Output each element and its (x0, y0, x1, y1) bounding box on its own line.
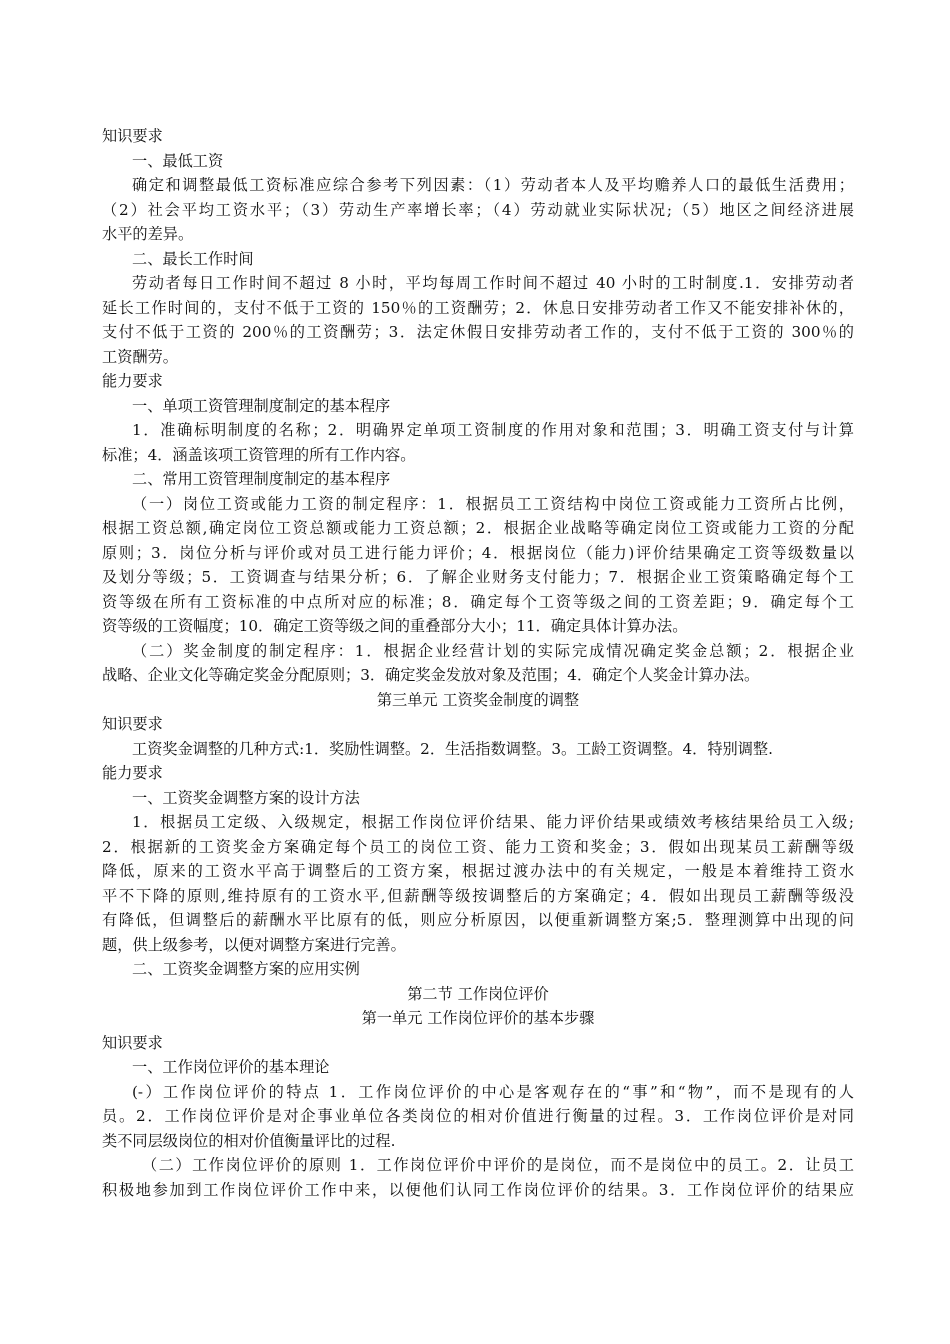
text-line: 能力要求 (102, 372, 163, 390)
text-line: 1．准确标明制度的名称；2．明确界定单项工资制度的作用对象和范围；3．明确工资支付与计算 (132, 421, 854, 439)
text-line: 水平的差异。 (102, 225, 194, 243)
text-line: 1．根据员工定级、入级规定，根据工作岗位评价结果、能力评价结果或绩效考核结果给员工入级; (132, 813, 854, 831)
text-line: 资等级在所有工资标准的中点所对应的标准；8．确定每个工资等级之间的工资差距；9．确定每个工 (102, 592, 854, 611)
text-line: 一、工作岗位评价的基本理论 (132, 1058, 330, 1076)
text-line: 员。2．工作岗位评价是对企事业单位各类岗位的相对价值进行衡量的过程。3．工作岗位评价是对同 (102, 1107, 854, 1125)
text-line: 工资酬劳。 (102, 347, 178, 366)
text-line: 二、最长工作时间 (132, 249, 254, 268)
text-line: 积极地参加到工作岗位评价工作中来，以便他们认同工作岗位评价的结果。3．工作岗位评价的结果应 (102, 1180, 854, 1199)
text-line: 一、工资奖金调整方案的设计方法 (132, 788, 360, 807)
text-line: (-）工作岗位评价的特点 1．工作岗位评价的中心是客观存在的“事”和“物”，而不是现有的人 (132, 1082, 854, 1101)
text-line: 原则；3．岗位分析与评价或对员工进行能力评价；4．根据岗位（能力)评价结果确定工资等级数量以 (102, 543, 854, 562)
text-line: 劳动者每日工作时间不超过 8 小时，平均每周工作时间不超过 40 小时的工时制度.1．安排劳动者 (132, 274, 854, 292)
text-line: 确定和调整最低工资标准应综合参考下列因素：（1）劳动者本人及平均赡养人口的最低生活费用； (132, 176, 854, 194)
text-line: （一）岗位工资或能力工资的制定程序：1．根据员工工资结构中岗位工资或能力工资所占比例， (132, 494, 854, 513)
text-line: 知识要求 (102, 127, 163, 145)
text-line: （二）奖金制度的制定程序：1．根据企业经营计划的实际完成情况确定奖金总额；2．根据企业 (132, 641, 854, 660)
section-heading: 第一单元 工作岗位评价的基本步骤 (361, 1009, 595, 1027)
text-line: 支付不低于工资的 200％的工资酬劳；3．法定休假日安排劳动者工作的，支付不低于工资的 300％的 (102, 323, 854, 341)
text-line: 一、最低工资 (132, 151, 224, 170)
text-line: （2）社会平均工资水平；（3）劳动生产率增长率；（4）劳动就业实际状况;（5）地区之间经济进展 (102, 200, 854, 219)
text-line: 延长工作时间的，支付不低于工资的 150％的工资酬劳；2．休息日安排劳动者工作又不能安排补休的， (102, 298, 854, 317)
text-line: 战略、企业文化等确定奖金分配原则；3．确定奖金发放对象及范围；4．确定个人奖金计算办法。 (102, 666, 760, 684)
text-line: 类不同层级岗位的相对价值衡量评比的过程. (102, 1131, 396, 1150)
text-line: 一、单项工资管理制度制定的基本程序 (132, 396, 391, 415)
text-line: 知识要求 (102, 715, 163, 733)
text-line: 资等级的工资幅度；10．确定工资等级之间的重叠部分大小；11．确定具体计算办法。 (102, 617, 688, 635)
text-line: 二、常用工资管理制度制定的基本程序 (132, 470, 391, 488)
text-line: 二、工资奖金调整方案的应用实例 (132, 960, 360, 978)
text-line: 根据工资总额,确定岗位工资总额或能力工资总额；2．根据企业战略等确定岗位工资或能力工资的分配 (102, 519, 854, 537)
text-line: 有降低，但调整后的薪酬水平比原有的低，则应分析原因，以便重新调整方案;5．整理测算中出现的问 (102, 911, 854, 929)
section-heading: 第三单元 工资奖金制度的调整 (376, 690, 580, 709)
text-line: 知识要求 (102, 1033, 163, 1052)
text-line: 工资奖金调整的几种方式:1．奖励性调整。2．生活指数调整。3。工龄工资调整。4．特别调整. (132, 739, 773, 758)
text-line: 平不下降的原则,维持原有的工资水平,但薪酬等级按调整后的方案确定；4．假如出现员工薪酬等级没 (102, 886, 854, 905)
text-line: 标准；4．涵盖该项工资管理的所有工作内容。 (102, 445, 416, 464)
text-line: 2．根据新的工资奖金方案确定每个员工的岗位工资、能力工资和奖金；3．假如出现某员工薪酬等级 (102, 837, 854, 856)
text-line: 降低，原来的工资水平高于调整后的工资方案，根据过渡办法中的有关规定，一般是本着维持工资水 (102, 862, 854, 880)
text-line: 题，供上级参考，以便对调整方案进行完善。 (102, 935, 406, 954)
text-line: 及划分等级；5．工资调查与结果分析；6．了解企业财务支付能力；7．根据企业工资策略确定每个工 (102, 568, 854, 586)
document-body (102, 124, 854, 1202)
text-line: （二）工作岗位评价的原则 1．工作岗位评价中评价的是岗位，而不是岗位中的员工。2．让员工 (142, 1156, 854, 1174)
section-heading: 第二节 工作岗位评价 (407, 984, 549, 1003)
text-line: 能力要求 (102, 764, 163, 782)
